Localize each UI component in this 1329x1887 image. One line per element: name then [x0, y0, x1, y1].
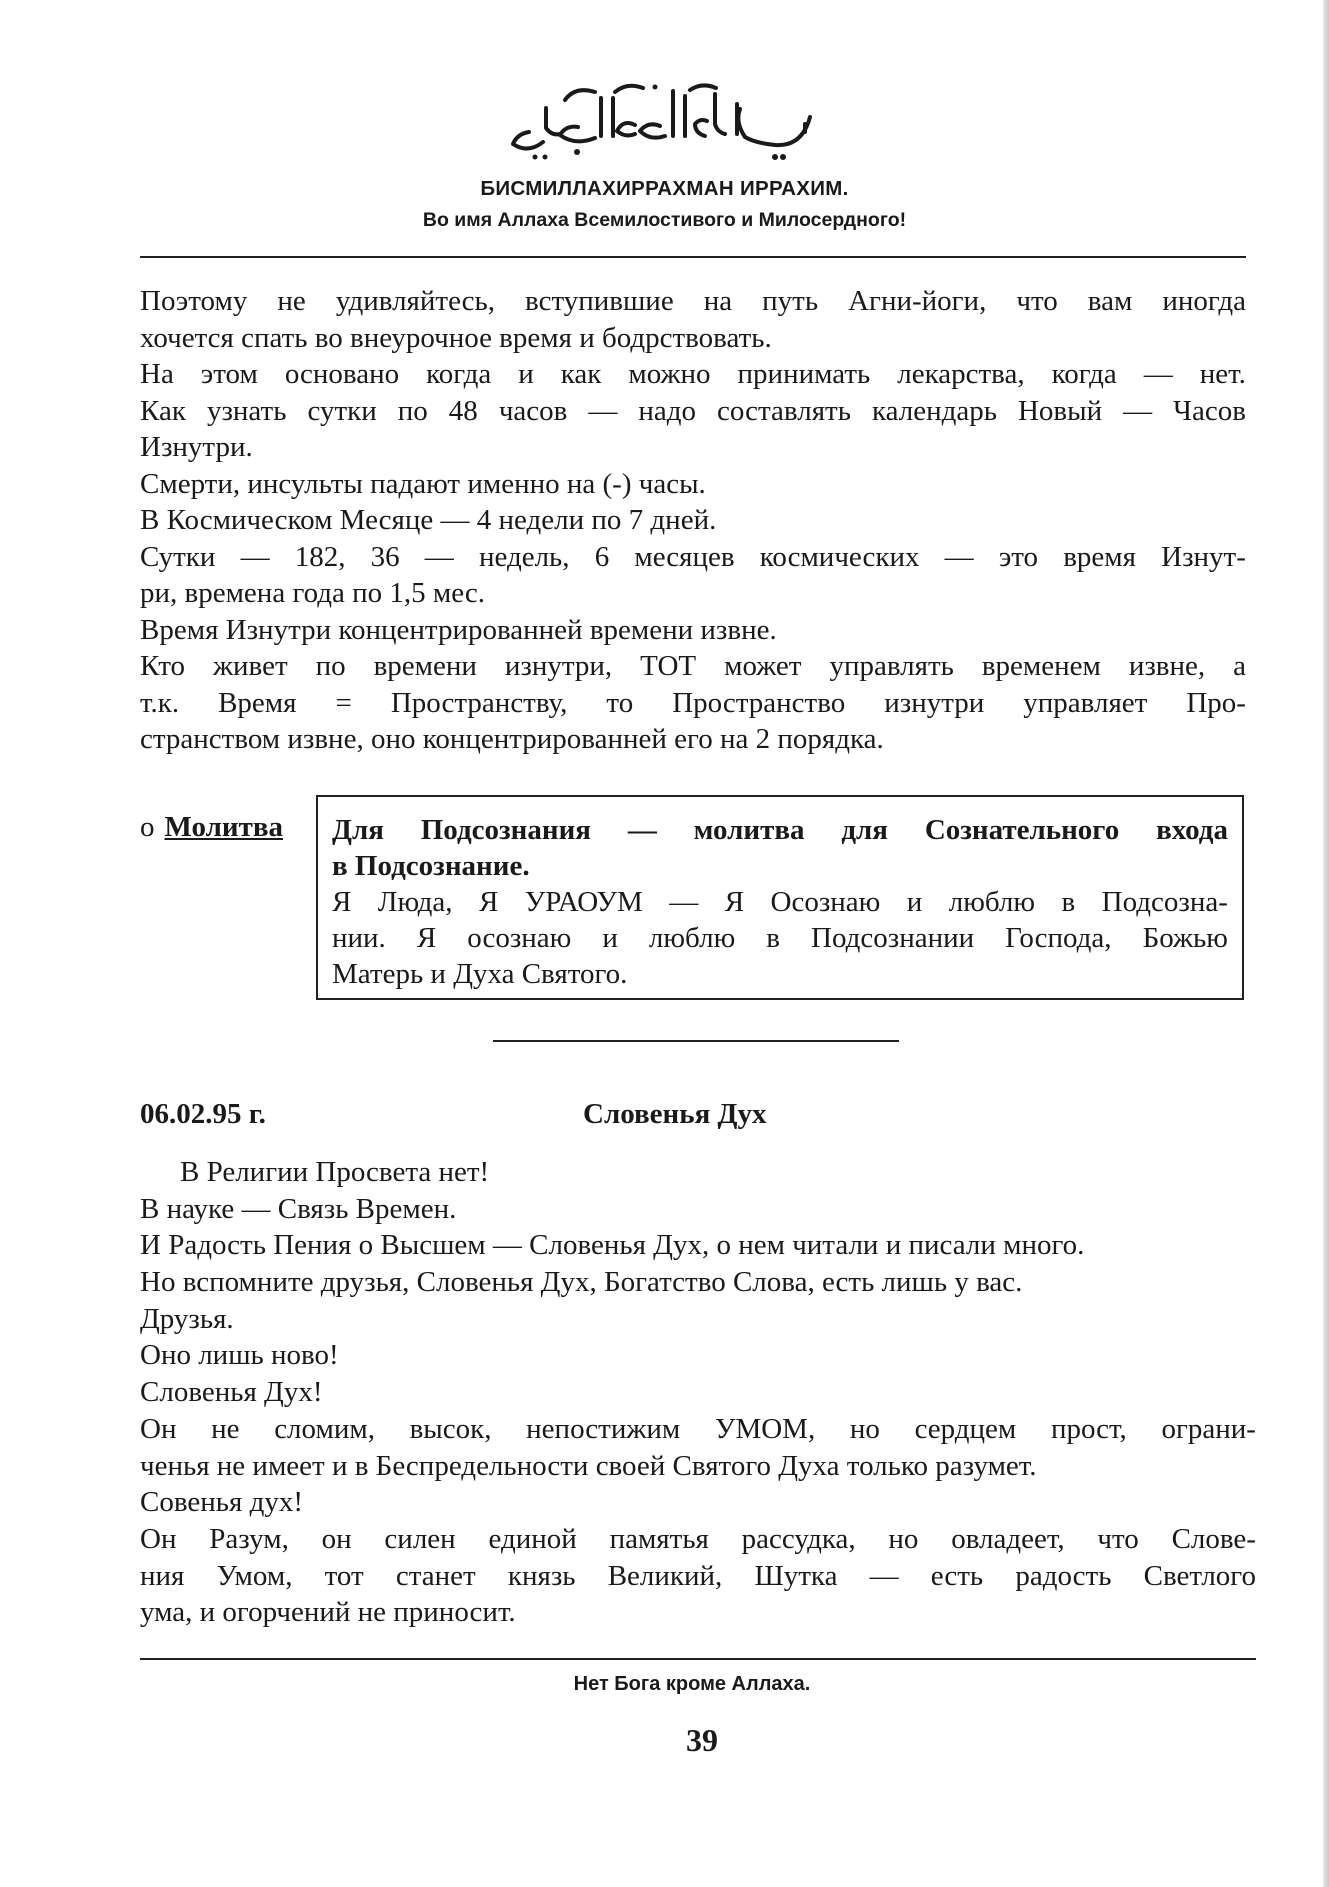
entry-text: [140, 1154, 1256, 1631]
prayer-text-line: нии. Я осознаю и люблю в Подсознании Господа, Божью: [332, 922, 1228, 954]
prayer-heading: в Подсознание.: [332, 850, 530, 882]
body-line: Кто живет по времени изнутри, ТОТ может управлять временем извне, а: [140, 650, 1246, 682]
bullet-marker: о: [140, 811, 155, 843]
entry-line: Друзья.: [140, 1302, 234, 1335]
prayer-label-text: Молитва: [164, 811, 283, 843]
entry-line: ума, и огорчений не приносит.: [140, 1596, 516, 1629]
entry-line: Но вспомните друзья, Словенья Дух, Богатство Слова, есть лишь у вас.: [140, 1266, 1023, 1299]
entry-line: Он Разум, он силен единой памятья рассудка, но овладеет, что Слове-: [140, 1522, 1256, 1555]
page-number: 39: [686, 1722, 718, 1758]
prayer-heading: Для Подсознания — молитва для Сознательного входа: [332, 814, 1228, 846]
entry-date: 06.02.95 г.: [140, 1098, 266, 1130]
entry-title: Словенья Дух: [583, 1098, 767, 1130]
entry-line: Оно лишь ново!: [140, 1339, 339, 1372]
body-line: В Космическом Месяце — 4 недели по 7 дней.: [140, 504, 717, 536]
entry-line: И Радость Пения о Высшем — Словенья Дух, о нем читали и писали много.: [140, 1229, 1085, 1262]
body-line: хочется спать во внеурочное время и бодрствовать.: [140, 321, 772, 354]
entry-line: ния Умом, тот станет князь Великий, Шутка — есть радость Светлого: [140, 1559, 1256, 1592]
prayer-text-line: Я Люда, Я УРАОУМ — Я Осознаю и люблю в Подсозна-: [332, 886, 1228, 918]
entry-line: Совенья дух!: [140, 1486, 303, 1519]
body-line: Поэтому не удивляйтесь, вступившие на путь Агни-йоги, что вам иногда: [140, 285, 1246, 317]
entry-line: В науке — Связь Времен.: [140, 1192, 457, 1225]
body-line: Изнутри.: [140, 431, 253, 463]
body-line: Время Изнутри концентрированней времени извне.: [140, 613, 777, 646]
entry-line: Он не сломим, высок, непостижим УМОМ, но сердцем прост, ограни-: [140, 1412, 1256, 1445]
body-line: ри, времена года по 1,5 мес.: [140, 577, 485, 609]
footer-divider: [140, 1658, 1256, 1660]
body-line: Сутки — 182, 36 — недель, 6 месяцев космических — это время Изнут-: [140, 540, 1246, 573]
page-edge: [1323, 0, 1329, 1887]
header-title: БИСМИЛЛАХИРРАХМАН ИРРАХИМ.: [480, 177, 849, 200]
body-line: странством извне, оно концентрированней его на 2 порядка.: [140, 723, 884, 755]
footer-text: Нет Бога кроме Аллаха.: [573, 1673, 811, 1695]
entry-line: Словенья Дух!: [140, 1376, 323, 1409]
prayer-box: [316, 795, 1244, 1000]
prayer-label: [140, 811, 283, 844]
header-divider: [140, 256, 1246, 258]
header-subtitle: Во имя Аллаха Всемилостивого и Милосердного!: [422, 209, 907, 231]
body-line: т.к. Время = Пространству, то Пространство изнутри управляет Про-: [140, 686, 1246, 719]
body-paragraph: [140, 283, 1246, 758]
body-line: Смерти, инсульты падают именно на (-) часы.: [140, 467, 706, 500]
prayer-text-line: Матерь и Духа Святого.: [332, 958, 628, 990]
entry-line: В Религии Просвета нет!: [180, 1156, 490, 1188]
body-line: На этом основано когда и как можно принимать лекарства, когда — нет.: [140, 358, 1246, 390]
basmala-calligraphy: [505, 62, 835, 172]
section-divider: [493, 1040, 899, 1042]
body-line: Как узнать сутки по 48 часов — надо составлять календарь Новый — Часов: [140, 394, 1246, 427]
entry-line: ченья не имеет и в Беспредельности своей Святого Духа только разумет.: [140, 1449, 1037, 1482]
